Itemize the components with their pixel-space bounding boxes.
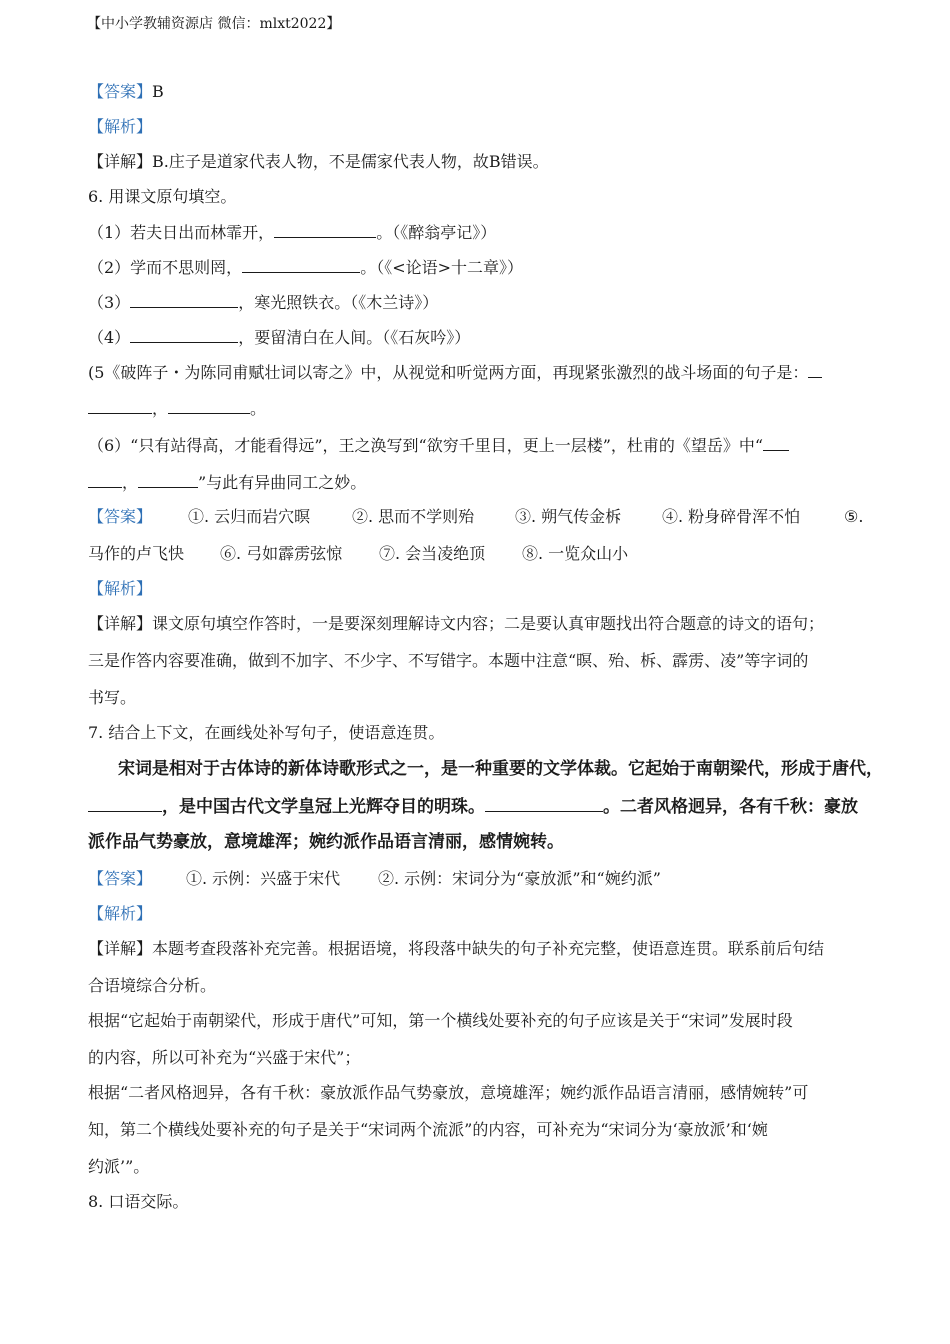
answer-item: ③. 朔气传金柝 [515, 507, 622, 526]
item-text: （2）学而不思则罔， [88, 258, 243, 277]
q7-detail-2: 合语境综合分析。 [88, 976, 217, 995]
q7-title: 7. 结合上下文，在画线处补写句子，使语意连贯。 [88, 723, 445, 742]
fill-blank [274, 222, 376, 238]
q6-item-5-cont [88, 398, 266, 419]
q6-item-6-cont [88, 472, 366, 493]
analysis-tag: 【解析】 [88, 579, 153, 598]
answer-item: ④. 粉身碎骨浑不怕 [662, 507, 801, 526]
q7-answer [88, 869, 788, 889]
q6-item-6 [88, 435, 789, 456]
q7-analysis [88, 904, 152, 924]
q7-passage-2 [88, 796, 858, 817]
page-header: 【中小学教辅资源店 微信：mlxt2022】 [87, 16, 341, 32]
q6-item-5 [88, 362, 822, 383]
detail-tag: 【详解】 [88, 939, 153, 958]
answer-tag: 【答案】 [88, 869, 153, 888]
fill-blank [130, 292, 238, 308]
q6-detail-1 [88, 614, 824, 634]
item-text: ”与此有异曲同工之妙。 [198, 473, 367, 492]
q7-detail-1 [88, 939, 824, 959]
q6-item-3 [88, 292, 438, 313]
fill-blank [130, 327, 238, 343]
detail-text: 本题考查段落补充完善。根据语境，将段落中缺失的句子补充完整，使语意连贯。联系前后句结 [152, 939, 825, 958]
detail-tag: 【详解】 [88, 614, 153, 633]
answer-item: ⑥. 弓如霹雳弦惊 [220, 544, 343, 563]
q6-item-4 [88, 327, 470, 348]
answer-item: ②. 示例：宋词分为“豪放派”和“婉约派” [378, 869, 661, 888]
item-text: ，要留清白在人间。（《石灰吟》） [238, 328, 471, 347]
answer-item: 马作的卢飞快 [88, 544, 185, 563]
answer-item: ⑧. 一览众山小 [522, 544, 629, 563]
item-text: 。 [250, 399, 267, 418]
answer-tag: 【答案】 [88, 82, 153, 101]
fill-blank [88, 472, 122, 488]
item-text: ， [122, 473, 139, 492]
q8-title: 8. 口语交际。 [88, 1192, 189, 1211]
fill-blank [88, 796, 162, 812]
q6-title: 6. 用课文原句填空。 [88, 187, 237, 206]
q7-detail-4: 的内容，所以可补充为“兴盛于宋代”； [88, 1048, 361, 1067]
detail-text: B.庄子是道家代表人物，不是儒家代表人物，故B错误。 [152, 152, 549, 171]
item-text: 。（《醉翁亭记》） [376, 223, 497, 242]
fill-blank [168, 398, 250, 414]
q7-passage-3: 派作品气势豪放，意境雄浑；婉约派作品语言清丽，感情婉转。 [88, 832, 564, 852]
q7-detail-7: 约派’”。 [88, 1157, 150, 1176]
fill-blank [138, 472, 198, 488]
analysis-tag: 【解析】 [88, 117, 153, 136]
answer-item: ①. 示例：兴盛于宋代 [186, 869, 341, 888]
answer-tag: 【答案】 [88, 507, 153, 526]
item-text: ，寒光照铁衣。（《木兰诗》） [238, 293, 439, 312]
item-text: 。（《<论语>十二章》） [360, 258, 524, 277]
item-text: （6）“只有站得高，才能看得远”，王之涣写到“欲穷千里目，更上一层楼”，杜甫的《望岳》中“ [88, 436, 764, 455]
passage-text: 。二者风格迥异，各有千秋：豪放 [603, 797, 858, 817]
q6-item-1 [88, 222, 496, 243]
q6-analysis [88, 579, 152, 599]
item-text: ， [152, 399, 169, 418]
q5-analysis [88, 117, 152, 137]
q6-detail-3: 书写。 [88, 688, 137, 707]
fill-blank [88, 398, 152, 414]
fill-blank [763, 435, 789, 451]
answer-item: ⑤. [844, 507, 864, 526]
q7-passage-1: 宋词是相对于古体诗的新体诗歌形式之一，是一种重要的文学体裁。它起始于南朝梁代，形成于唐代， [118, 759, 883, 779]
item-text: （4） [88, 328, 131, 347]
q6-detail-2: 三是作答内容要准确，做到不加字、不少字、不写错字。本题中注意“暝、殆、柝、霹雳、凌”等字词的 [88, 651, 809, 670]
fill-blank [242, 257, 360, 273]
passage-text: ，是中国古代文学皇冠上光辉夺目的明珠。 [162, 797, 485, 817]
q6-item-2 [88, 257, 523, 278]
fill-blank [808, 362, 822, 378]
q5-answer [88, 82, 164, 102]
detail-tag: 【详解】 [88, 152, 153, 171]
fill-blank [485, 796, 603, 812]
answer-text: B [152, 82, 164, 101]
item-text: （3） [88, 293, 131, 312]
q6-answer [88, 507, 868, 527]
analysis-tag: 【解析】 [88, 904, 153, 923]
item-text: (5《破阵子・为陈同甫赋壮词以寄之》中，从视觉和听觉两方面，再现紧张激烈的战斗场面的句子是： [88, 363, 809, 382]
q7-detail-3: 根据“它起始于南朝梁代，形成于唐代”可知，第一个横线处要补充的句子应该是关于“宋词”发展时段 [88, 1011, 793, 1030]
q7-detail-6: 知，第二个横线处要补充的句子是关于“宋词两个流派”的内容，可补充为“宋词分为‘豪放派’和‘婉 [88, 1120, 768, 1139]
item-text: （1）若夫日出而林霏开， [88, 223, 275, 242]
q5-detail [88, 152, 549, 172]
answer-item: ①. 云归而岩穴暝 [188, 507, 311, 526]
q6-answer-cont [88, 544, 868, 564]
answer-item: ⑦. 会当凌绝顶 [379, 544, 486, 563]
q7-detail-5: 根据“二者风格迥异，各有千秋：豪放派作品气势豪放，意境雄浑；婉约派作品语言清丽，感情婉转”可 [88, 1083, 809, 1102]
detail-text: 课文原句填空作答时，一是要深刻理解诗文内容；二是要认真审题找出符合题意的诗文的语句； [152, 614, 825, 633]
answer-item: ②. 思而不学则殆 [352, 507, 475, 526]
